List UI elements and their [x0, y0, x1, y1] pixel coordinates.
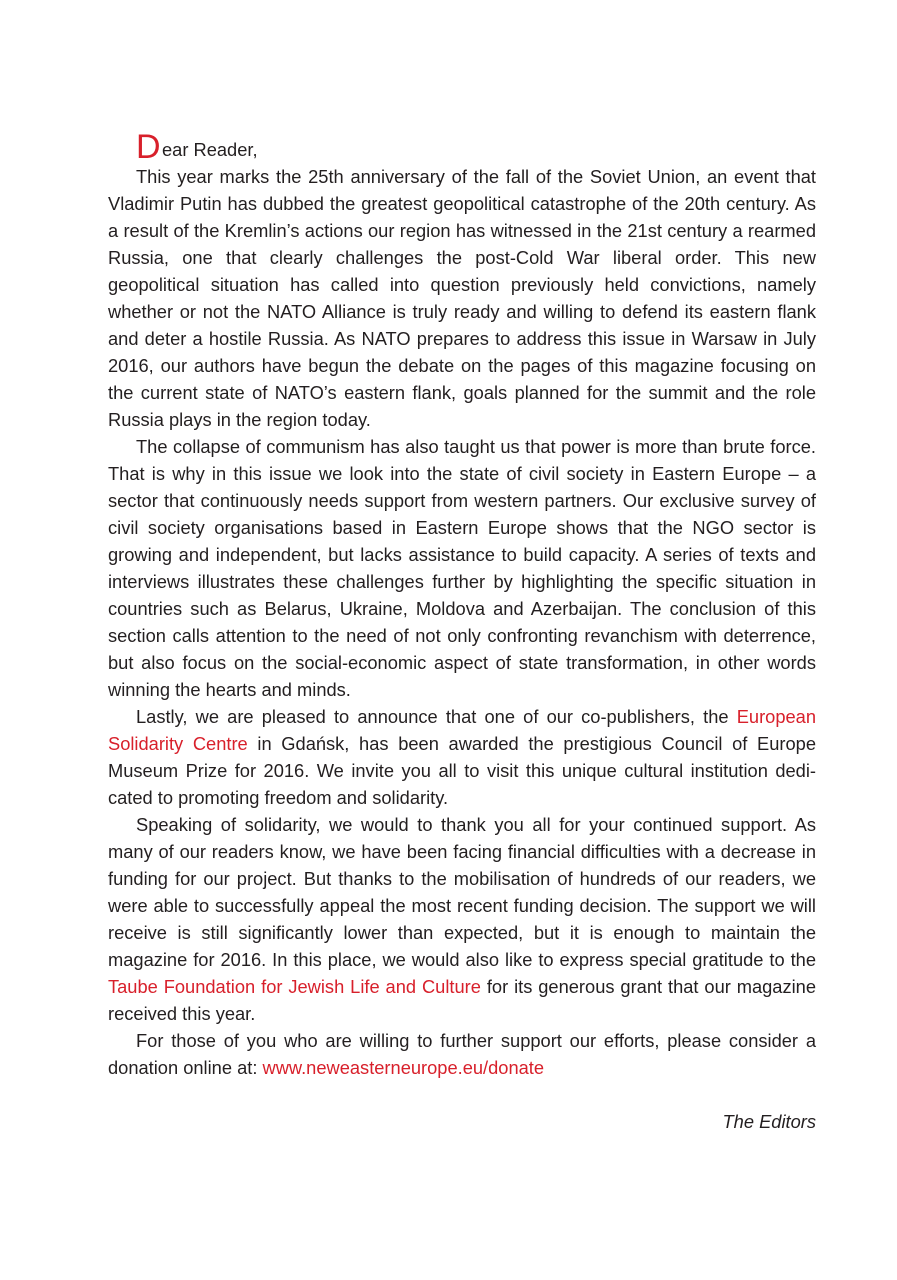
editorial-letter: [108, 124, 816, 1135]
paragraph-4-text-end: for its generous grant that our magazine received this year.: [108, 976, 817, 1024]
european-solidarity-centre-link[interactable]: European Solidarity Centre: [108, 706, 816, 754]
taube-foundation-link[interactable]: Taube Foundation for Jewish Life and Culture: [108, 976, 481, 997]
paragraph-3-text-end: in Gdańsk, has been awarded the prestigious Council of Europe Museum Prize for 2016. We invite you all to visit this unique cultural institution dedicated to promoting freedom and solidarity.: [108, 733, 816, 808]
paragraph-3: [108, 703, 816, 811]
signature: The Editors: [722, 1111, 816, 1132]
paragraph-5: [108, 1027, 816, 1081]
salutation: [108, 124, 816, 166]
salutation-text: ear Reader,: [162, 139, 258, 160]
paragraph-2: The collapse of communism has also taught us that power is more than brute force. That is why in this issue we look into the state of civil society in Eastern Europe – a sector that continuously needs support from western partners. Our exclusive survey of civil society organisations based in Eastern Europe shows that the NGO sector is growing and independent, but lacks assistance to build capacity. A series of texts and interviews illustrates these challenges further by highlighting the specific situation in countries such as Belarus, Ukraine, Moldova and Azerbaijan. The conclusion of this section calls attention to the need of not only confronting revanchism with deterrence, but also focus on the social-economic aspect of state transformation, in other words winning the hearts and minds.: [108, 436, 816, 700]
drop-cap: D: [136, 128, 161, 166]
paragraph-3-text-start: Lastly, we are pleased to announce that one of our co-publishers, the: [136, 706, 737, 727]
paragraph-1: This year marks the 25th anniversary of the fall of the Soviet Union, an event that Vladimir Putin has dubbed the greatest geopolitical catastrophe of the 20th century. As a result of the Kremlin’s actions our region has witnessed in the 21st century a rearmed Russia, one that clearly challenges the post-Cold War liberal order. This new geopolitical situation has called into question previously held convictions, namely whether or not the NATO Alliance is truly ready and willing to defend its eastern flank and deter a hostile Russia. As NATO prepares to address this issue in Warsaw in July 2016, our authors have begun the debate on the pages of this magazine focusing on the current state of NATO’s eastern flank, goals planned for the summit and the role Russia plays in the region today.: [108, 166, 816, 430]
paragraph-5-text-start: For those of you who are willing to further support our efforts, please consider a donation online at:: [108, 1030, 816, 1078]
paragraph-4-text-start: Speaking of solidarity, we would to thank you all for your continued support. As many of our readers know, we have been facing financial difficulties with a decrease in funding for our project. But thanks to the mobilisation of hundreds of our readers, we were able to successfully appeal the most recent funding decision. The support we will receive is still significantly lower than expected, but it is enough to maintain the magazine for 2016. In this place, we would also like to express special gratitude to the: [108, 814, 816, 970]
donate-link[interactable]: www.neweasterneurope.eu/donate: [262, 1057, 545, 1078]
paragraph-4: [108, 811, 816, 1027]
